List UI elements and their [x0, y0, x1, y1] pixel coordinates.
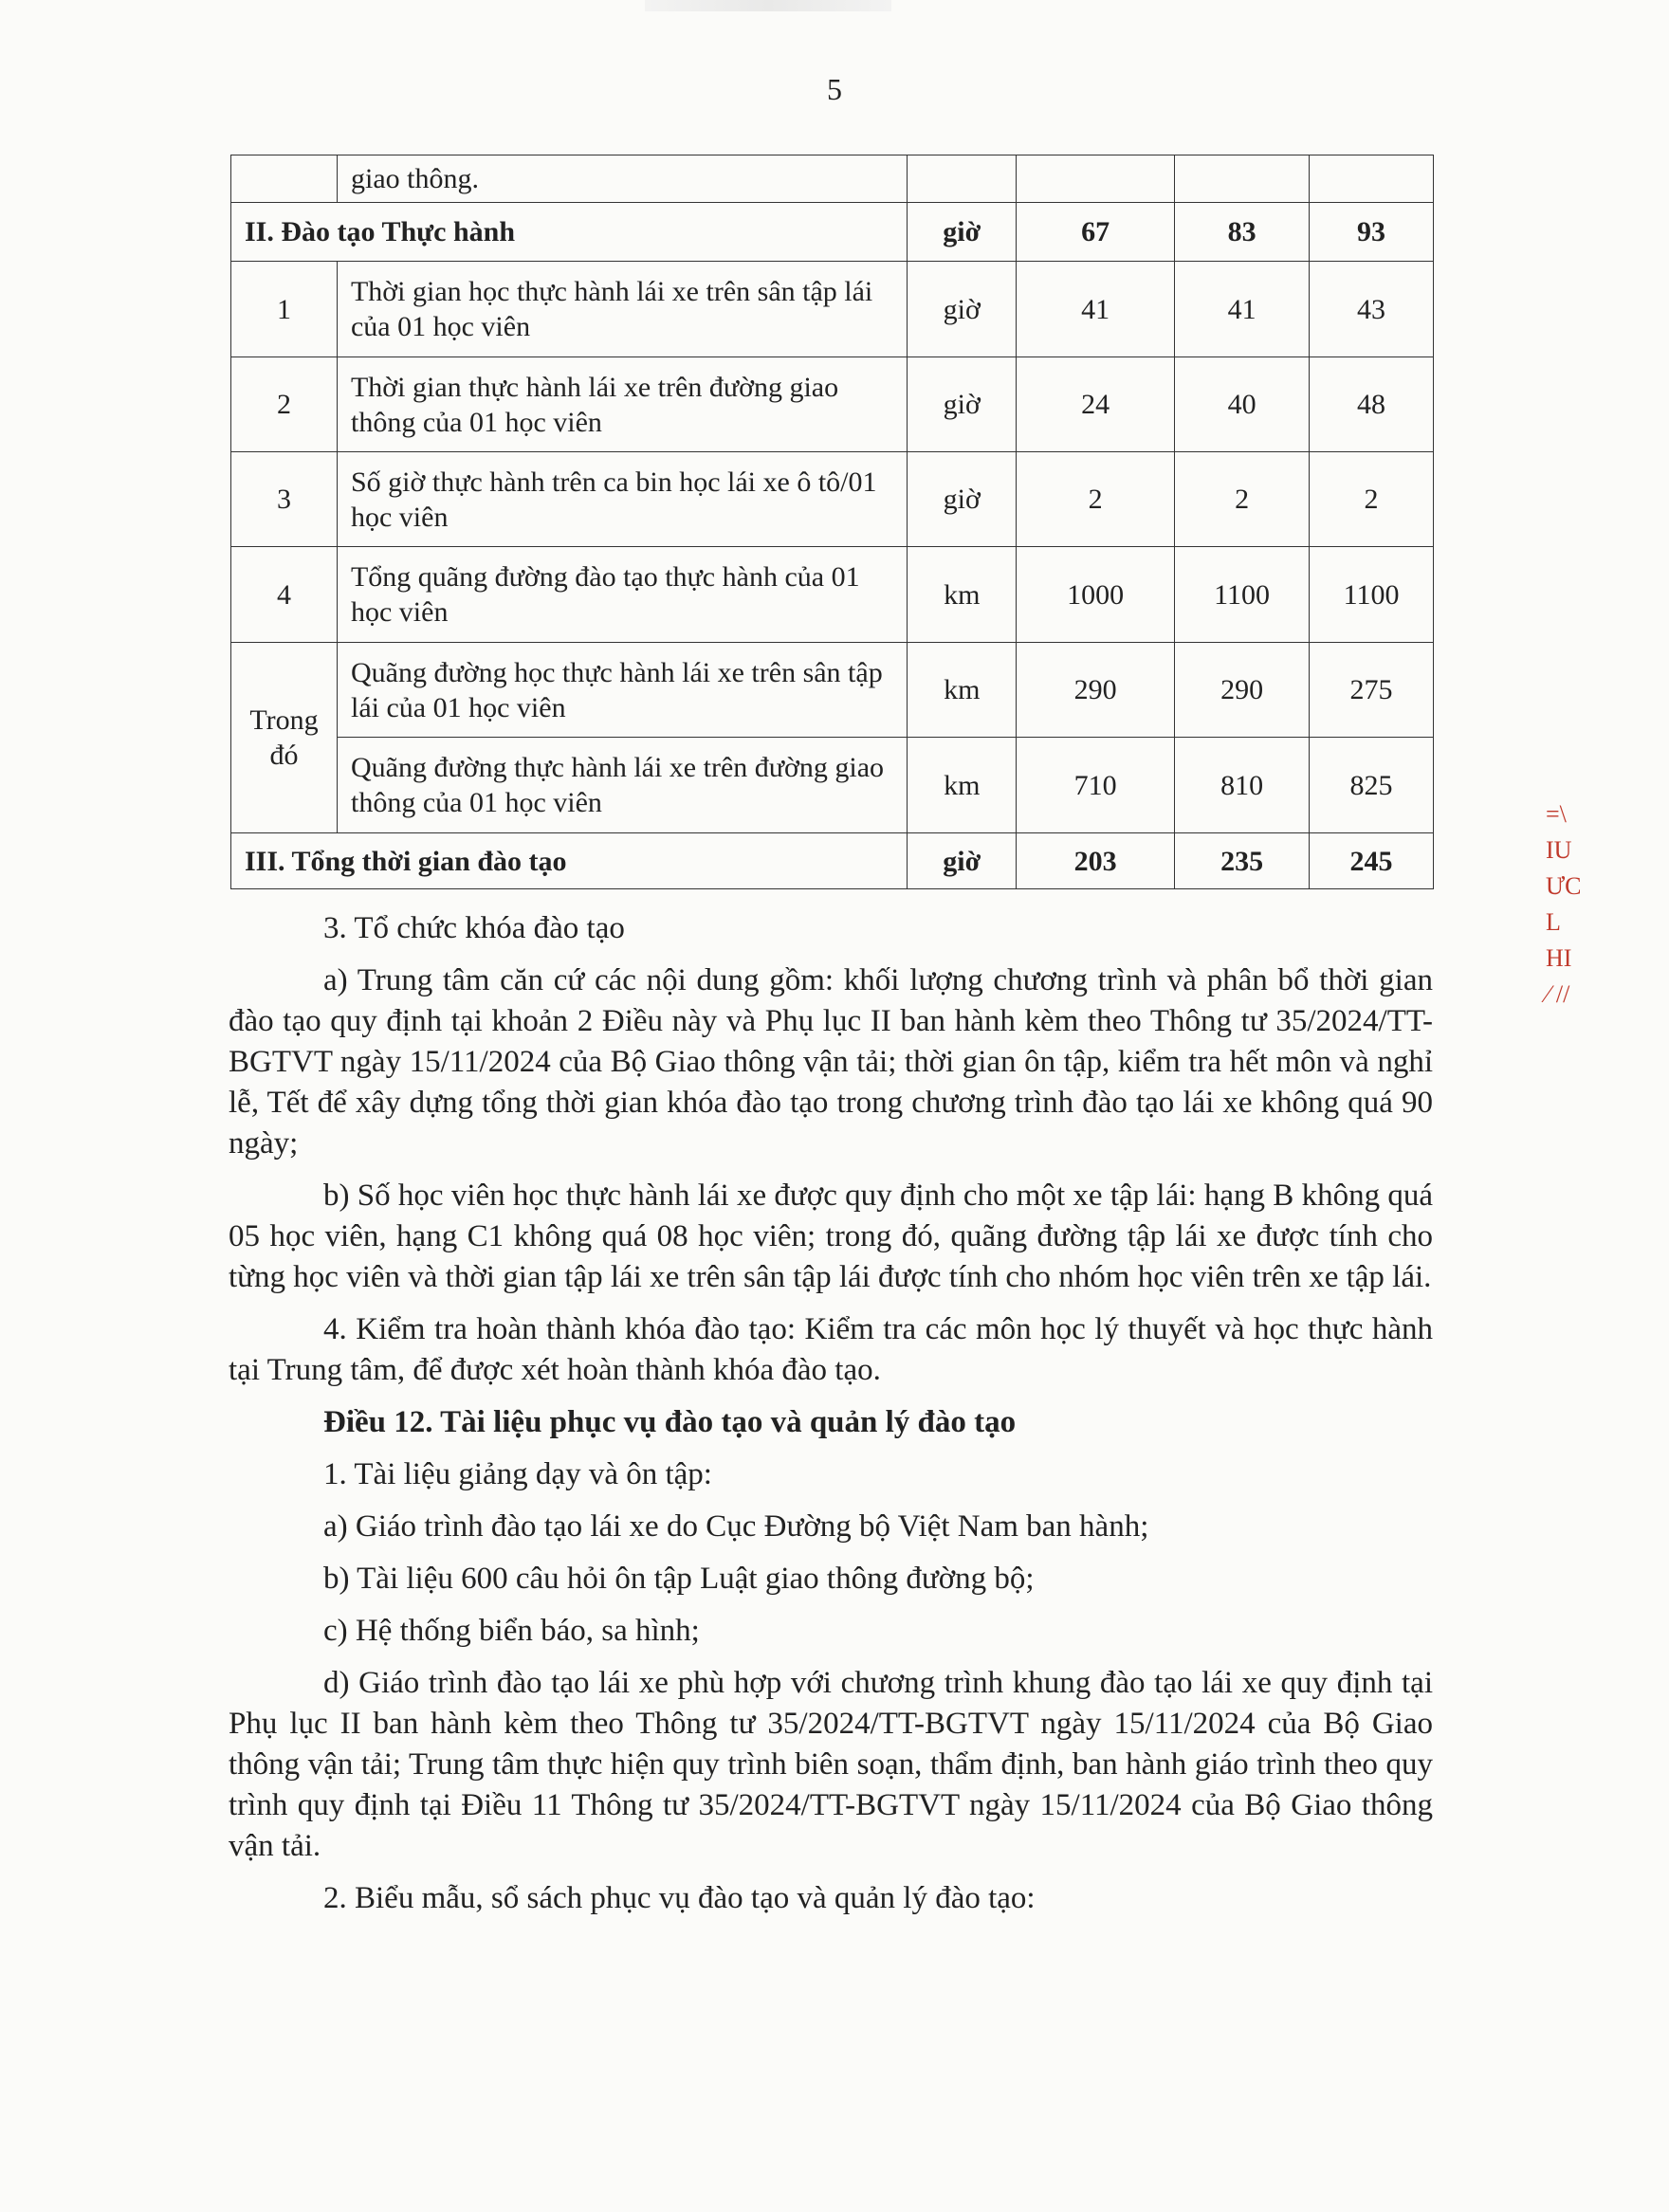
table-cell: giờ: [908, 833, 1017, 889]
table-cell: 67: [1017, 203, 1175, 262]
table-cell: 1100: [1310, 547, 1434, 643]
table-cell: Quãng đường học thực hành lái xe trên sân tập lái của 01 học viên: [337, 643, 907, 738]
table-cell: 48: [1310, 357, 1434, 452]
table-cell: 2: [1017, 452, 1175, 547]
table-cell: giao thông.: [337, 155, 907, 203]
paragraph: 4. Kiểm tra hoàn thành khóa đào tạo: Kiểm tra các môn học lý thuyết và học thực hành tại Trung tâm, để được xét hoàn thành khóa đào tạo.: [229, 1312, 1433, 1387]
table-cell: 41: [1017, 262, 1175, 357]
section-header-cell: III. Tổng thời gian đào tạo: [231, 833, 908, 889]
table-cell: [908, 155, 1017, 203]
table-cell: km: [908, 547, 1017, 643]
table-cell: 710: [1017, 738, 1175, 833]
paragraph: a) Trung tâm căn cứ các nội dung gồm: khối lượng chương trình và phân bổ thời gian đào tạo quy định tại khoản 2 Điều này và Phụ lục II ban hành kèm theo Thông tư 35/2024/TT-BGTVT ngày 15/11/2024 của Bộ Giao thông vận tải; thời gian ôn tập, kiểm tra hết môn và nghỉ lễ, Tết để xây dựng tổng thời gian khóa đào tạo trong chương trình đào tạo lái xe không quá 90 ngày;: [229, 963, 1433, 1161]
table-cell: km: [908, 738, 1017, 833]
table-cell: 40: [1175, 357, 1310, 452]
table-cell: Số giờ thực hành trên ca bin học lái xe ô tô/01 học viên: [337, 452, 907, 547]
paragraph: b) Số học viên học thực hành lái xe được quy định cho một xe tập lái: hạng B không quá 05 học viên, hạng C1 không quá 08 học viên; trong đó, quãng đường tập lái xe được tính cho từng học viên và thời gian tập lái xe trên sân tập lái được tính cho nhóm học viên trên xe tập lái.: [229, 1179, 1433, 1294]
table-cell: giờ: [908, 203, 1017, 262]
table-cell: 24: [1017, 357, 1175, 452]
table-cell: [1175, 155, 1310, 203]
table-row: [231, 833, 1434, 889]
table-cell: 2: [1175, 452, 1310, 547]
table-cell: 3: [231, 452, 338, 547]
table-cell: 275: [1310, 643, 1434, 738]
red-stamp-edge: =\ IU ƯC L HI ⁄ //: [1546, 800, 1582, 1008]
table-cell: giờ: [908, 357, 1017, 452]
paragraph: 3. Tổ chức khóa đào tạo: [323, 911, 625, 945]
paragraph: 2. Biểu mẫu, sổ sách phục vụ đào tạo và quản lý đào tạo:: [323, 1881, 1036, 1915]
table-cell: 203: [1017, 833, 1175, 889]
table-cell: Quãng đường thực hành lái xe trên đường giao thông của 01 học viên: [337, 738, 907, 833]
table-cell: km: [908, 643, 1017, 738]
training-table: [230, 155, 1434, 889]
table-row: [231, 643, 1434, 738]
document-body: [229, 908, 1433, 1930]
table-cell: 810: [1175, 738, 1310, 833]
article-heading: Điều 12. Tài liệu phục vụ đào tạo và quản lý đào tạo: [323, 1405, 1017, 1439]
paragraph: c) Hệ thống biển báo, sa hình;: [323, 1614, 700, 1648]
table-cell: giờ: [908, 262, 1017, 357]
table-cell: 2: [1310, 452, 1434, 547]
table-cell: 245: [1310, 833, 1434, 889]
table-cell: Trong đó: [231, 643, 338, 833]
table-cell: [231, 155, 338, 203]
table-cell: 1000: [1017, 547, 1175, 643]
table-cell: 290: [1017, 643, 1175, 738]
table-cell: 1: [231, 262, 338, 357]
table-cell: Thời gian thực hành lái xe trên đường giao thông của 01 học viên: [337, 357, 907, 452]
paragraph: b) Tài liệu 600 câu hỏi ôn tập Luật giao thông đường bộ;: [323, 1562, 1035, 1596]
table-row: [231, 547, 1434, 643]
paragraph: d) Giáo trình đào tạo lái xe phù hợp với chương trình khung đào tạo lái xe quy định tại Phụ lục II ban hành kèm theo Thông tư 35/2024/TT-BGTVT ngày 15/11/2024 của Bộ Giao thông vận tải; Trung tâm thực hiện quy trình biên soạn, thẩm định, ban hành giáo trình theo quy trình quy định tại Điều 11 Thông tư 35/2024/TT-BGTVT ngày 15/11/2024 của Bộ Giao thông vận tải.: [229, 1666, 1433, 1863]
table-row: [231, 452, 1434, 547]
table-cell: [1310, 155, 1434, 203]
table-row: [231, 203, 1434, 262]
table-cell: 43: [1310, 262, 1434, 357]
table-cell: 41: [1175, 262, 1310, 357]
table-row: [231, 357, 1434, 452]
table-cell: Tổng quãng đường đào tạo thực hành của 01 học viên: [337, 547, 907, 643]
table-row: [231, 738, 1434, 833]
section-header-cell: II. Đào tạo Thực hành: [231, 203, 908, 262]
table-cell: Thời gian học thực hành lái xe trên sân tập lái của 01 học viên: [337, 262, 907, 357]
table-cell: giờ: [908, 452, 1017, 547]
table-cell: 93: [1310, 203, 1434, 262]
paragraph: a) Giáo trình đào tạo lái xe do Cục Đường bộ Việt Nam ban hành;: [323, 1509, 1149, 1544]
table-cell: 83: [1175, 203, 1310, 262]
table-cell: 825: [1310, 738, 1434, 833]
table-cell: [1017, 155, 1175, 203]
table-row: [231, 262, 1434, 357]
table-cell: 290: [1175, 643, 1310, 738]
table-cell: 2: [231, 357, 338, 452]
page-number: 5: [827, 72, 842, 106]
table-cell: 1100: [1175, 547, 1310, 643]
table-cell: 4: [231, 547, 338, 643]
table-row: [231, 155, 1434, 203]
scan-artifact: [645, 0, 891, 11]
paragraph: 1. Tài liệu giảng dạy và ôn tập:: [323, 1457, 712, 1491]
table-cell: 235: [1175, 833, 1310, 889]
